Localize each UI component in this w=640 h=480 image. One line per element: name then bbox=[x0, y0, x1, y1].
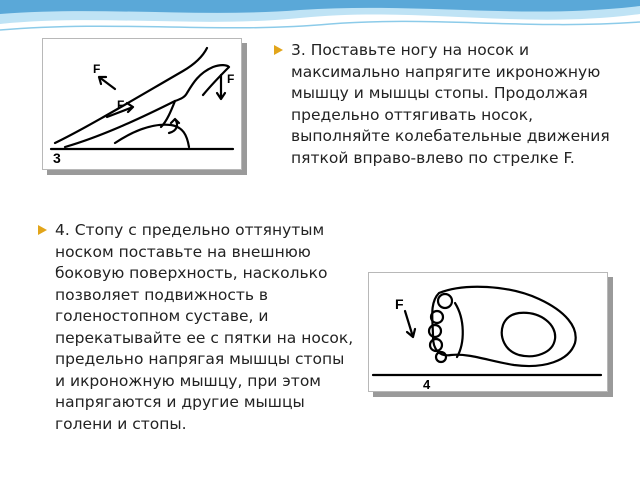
sole-arch bbox=[115, 125, 189, 147]
figure-3-f-top-label: F bbox=[93, 62, 101, 76]
step-3-item bbox=[291, 40, 621, 169]
figure-3-foot-on-toe-drawing bbox=[43, 39, 241, 169]
step-3-text: 3. Поставьте ногу на носок и максимально напрягите икроножную мышцу и мышцы стопы. Продолжая предельно оттягивать носок, выполняйте колебательные движения пяткой вправо-влево по стрелке F. bbox=[291, 41, 610, 167]
figure-3-f-right-label: F bbox=[227, 72, 235, 86]
ball-of-foot-line bbox=[455, 303, 463, 357]
heel-pad bbox=[502, 313, 555, 356]
figure-3-number: 3 bbox=[53, 150, 61, 166]
leg-lower-outline bbox=[65, 65, 229, 147]
figure-4-number: 4 bbox=[423, 377, 431, 391]
figure-3-f-middle-label: F bbox=[117, 98, 125, 112]
arrow-top-left bbox=[99, 77, 115, 89]
figure-4-foot-sole-drawing bbox=[369, 273, 607, 391]
bullet-arrow-icon bbox=[38, 225, 47, 235]
arrow-down bbox=[405, 311, 415, 337]
step-4-text: 4. Стопу с предельно оттянутым носком поставьте на внешнюю боковую поверхность, насколько позволяет подвижность в голеностопном суставе, и перекатывайте ее с пятки на носок, предельно напрягая мышцы стопы и икроножную мышцу, при этом напрягаются и другие мышцы голени и стопы. bbox=[55, 221, 354, 433]
figure-4-frame bbox=[368, 272, 608, 392]
toe-3 bbox=[429, 325, 441, 337]
step-4-item bbox=[55, 220, 355, 435]
bullet-arrow-icon bbox=[274, 45, 283, 55]
figure-4-f-label: F bbox=[395, 296, 404, 312]
foot-sole-outline bbox=[432, 287, 575, 366]
wave-thin-line bbox=[0, 21, 640, 30]
figure-3-frame bbox=[42, 38, 242, 170]
toe-1 bbox=[438, 294, 452, 308]
